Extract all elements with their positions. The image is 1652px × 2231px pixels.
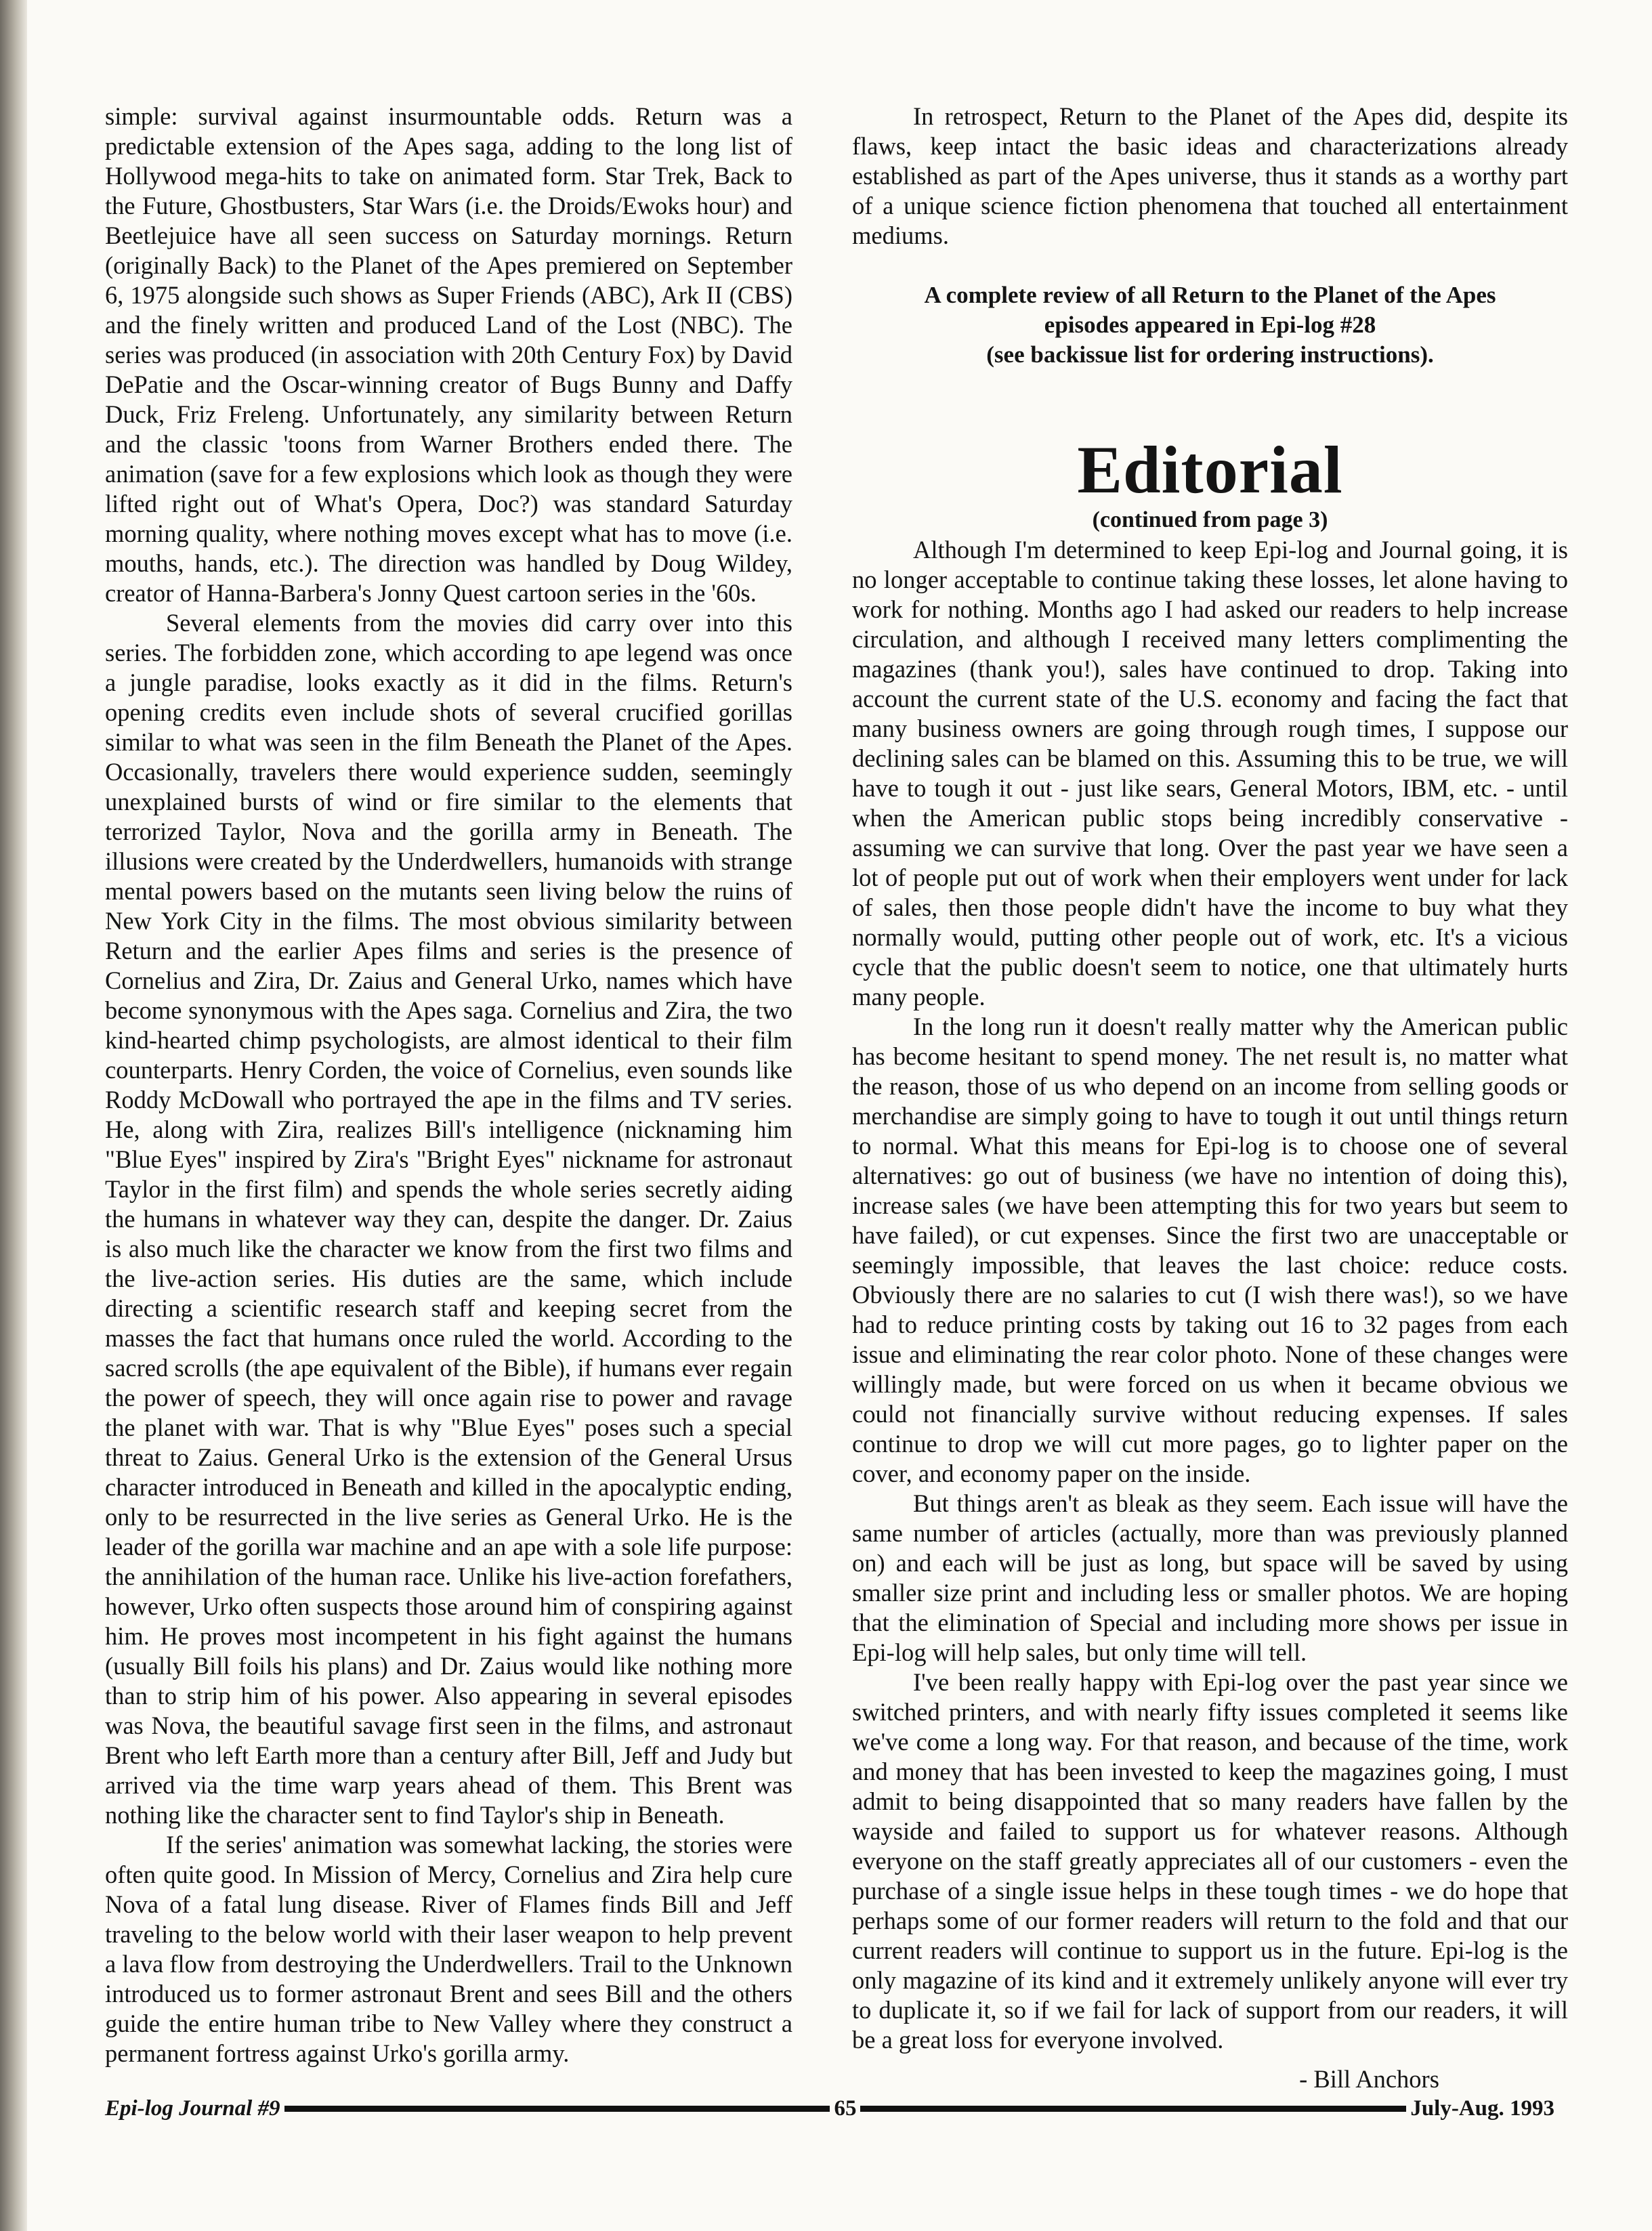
backissue-note-line-1: A complete review of all Return to the Planet of the Apes [924, 282, 1496, 308]
backissue-note [852, 280, 1568, 370]
editorial-title: Editorial [1077, 432, 1343, 507]
editorial-paragraph-2: In the long run it doesn't really matter why the American public has become hesitant to spend money. The net result is, no matter what the reason, those of us who depend on an income from selling goods or merchandise are simply going to have to tough it out until things return to normal. What this means for Epi-log is to choose one of several alternatives: go out of business (we have no intention of doing this), increase sales (we have been attempting this for two years but seem to have failed), or cut expenses. Since the first two are unacceptable or seemingly impossible, that leaves the last choice: reduce costs. Obviously there are no salaries to cut (I wish there was!), so we have had to reduce printing costs by taking out 16 to 32 pages from each issue and eliminating the rear color photo. None of these changes were willingly made, but were forced on us when it became obvious we could not financially survive without reducing expenses. If sales continue to drop we will cut more pages, go to lighter paper on the cover, and economy paper on the inside. [852, 1013, 1568, 1487]
article-conclusion-paragraph: In retrospect, Return to the Planet of the Apes did, despite its flaws, keep intact the basic ideas and characterizations already established as part of the Apes universe, thus it stands as a worthy part of a unique science fiction phenomena that touched all entertainment mediums. [852, 102, 1568, 249]
editorial-signature: - Bill Anchors [1299, 2065, 1439, 2093]
article-paragraph-3: If the series' animation was somewhat lacking, the stories were often quite good. In Mission of Mercy, Cornelius and Zira help cure Nova of a fatal lung disease. River of Flames finds Bill and Jeff traveling to the below world with their laser weapon to help prevent a lava flow from destroying the Underdwellers. Trail to the Unknown introduced us to former astronaut Brent and sees Bill and the others guide the entire human tribe to New Valley where they construct a permanent fortress against Urko's gorilla army. [105, 1831, 792, 2067]
backissue-note-line-2: episodes appeared in Epi-log #28 [1044, 312, 1376, 338]
article-paragraph-1: simple: survival against insurmountable odds. Return was a predictable extension of the Apes saga, adding to the long list of Hollywood mega-hits to take on animated form. Star Trek, Back to the Future, Ghostbusters, Star Wars (i.e. the Droids/Ewoks hour) and Beetlejuice have all seen success on Saturday mornings. Return (originally Back) to the Planet of the Apes premiered on September 6, 1975 alongside such shows as Super Friends (ABC), Ark II (CBS) and the finely written and produced Land of the Lost (NBC). The series was produced (in association with 20th Century Fox) by David DePatie and the Oscar-winning creator of Bugs Bunny and Daffy Duck, Friz Freleng. Unfortunately, any similarity between Return and the classic 'toons from Warner Brothers ended there. The animation (save for a few explosions which look as though they were lifted right out of What's Opera, Doc?) was standard Saturday morning quality, where nothing moves except what has to move (i.e. mouths, hands, etc.). The direction was handled by Doug Wildey, creator of Hanna-Barbera's Jonny Quest cartoon series in the '60s. [105, 102, 792, 607]
footer-publication: Epi-log Journal #9 [105, 2096, 280, 2121]
editorial-paragraph-3: But things aren't as bleak as they seem. Each issue will have the same number of articles (actually, more than was previously planned on) and each will be just as long, but space will be saved by using smaller size print and including less or smaller photos. We are hoping that the elimination of Special and including more shows per issue in Epi-log will help sales, but only time will tell. [852, 1489, 1568, 1666]
page-footer [105, 2093, 1554, 2124]
editorial-paragraph-1: Although I'm determined to keep Epi-log and Journal going, it is no longer acceptable to continue taking these losses, let alone having to work for nothing. Months ago I had asked our readers to help increase circulation, and although I received many letters complimenting the magazines (thank you!), sales have continued to drop. Taking into account the current state of the U.S. economy and facing the fact that many business owners are going through rough times, I suppose our declining sales can be blamed on this. Assuming this to be true, we will have to tough it out - just like sears, General Motors, IBM, etc. - until when the American public stops being incredibly conservative - assuming we can survive that long. Over the past year we have seen a lot of people put out of work when their employers went under for lack of sales, then those people didn't have the income to buy what they normally would, putting other people out of work, etc. It's a vicious cycle that the public doesn't seem to notice, one that ultimately hurts many people. [852, 536, 1568, 1011]
footer-page-number: 65 [834, 2096, 857, 2121]
footer-rule-right [860, 2106, 1406, 2112]
footer-date: July-Aug. 1993 [1410, 2096, 1555, 2121]
editorial-subtitle: (continued from page 3) [1092, 507, 1328, 532]
footer-rule-left [284, 2106, 830, 2112]
page-binding-shadow [0, 0, 27, 2231]
article-column-left [105, 102, 792, 2068]
article-paragraph-2: Several elements from the movies did carry over into this series. The forbidden zone, which according to ape legend was once a jungle paradise, looks exactly as it did in the films. Return's opening credits even include shots of several crucified gorillas similar to what was seen in the film Beneath the Planet of the Apes. Occasionally, travelers there would experience sudden, seemingly unexplained bursts of wind or fire similar to the elements that terrorized Taylor, Nova and the gorilla army in Beneath. The illusions were created by the Underdwellers, humanoids with strange mental powers based on the mutants seen living below the ruins of New York City in the films. The most obvious similarity between Return and the earlier Apes films and series is the presence of Cornelius and Zira, Dr. Zaius and General Urko, names which have become synonymous with the Apes saga. Cornelius and Zira, the two kind-hearted chimp psychologists, are almost identical to their film counterparts. Henry Corden, the voice of Cornelius, even sounds like Roddy McDowall who portrayed the ape in the films and TV series. He, along with Zira, realizes Bill's intelligence (nicknaming him "Blue Eyes" inspired by Zira's "Bright Eyes" nickname for astronaut Taylor in the first film) and spends the whole series secretly aiding the humans in whatever way they can, despite the danger. Dr. Zaius is also much like the character we know from the first two films and the live-action series. His duties are the same, which include directing a scientific research staff and keeping secret from the masses the fact that humans once ruled the world. According to the sacred scrolls (the ape equivalent of the Bible), if humans ever regain the power of speech, they will once again rise to power and ravage the planet with war. That is why "Blue Eyes" poses such a special threat to Zaius. General Urko is the extension of the General Ursus character introduced in Beneath and killed in the apocalyptic ending, only to be resurrected in the live series as General Urko. He is the leader of the gorilla war machine and an ape with a sole life purpose: the annihilation of the human race. Unlike his live-action forefathers, however, Urko often suspects those around him of conspiring against him. He proves most incompetent in his fight against the humans (usually Bill foils his plans) and Dr. Zaius would like nothing more than to strip him of his power. Also appearing in several episodes was Nova, the beautiful savage first seen in the films, and astronaut Brent who left Earth more than a century after Bill, Jeff and Judy but arrived via the time warp years ahead of them. This Brent was nothing like the character sent to find Taylor's ship in Beneath. [105, 609, 792, 1829]
editorial-paragraph-4: I've been really happy with Epi-log over the past year since we switched printers, and with nearly fifty issues completed it seems like we've come a long way. For that reason, and because of the time, work and money that has been invested to keep the magazines going, I must admit to being disappointed that so many readers have fallen by the wayside and failed to support us for whatever reasons. Although everyone on the staff greatly appreciates all of our customers - even the purchase of a single issue helps in these tough times - we do hope that perhaps some of our former readers will return to the fold and that our current readers will continue to support us in the future. Epi-log is the only magazine of its kind and it extremely unlikely anyone will ever try to duplicate it, so if we fail for lack of support from our readers, it will be a great loss for everyone involved. [852, 1668, 1568, 2054]
article-column-right [852, 102, 1568, 2094]
backissue-note-line-3: (see backissue list for ordering instructions). [986, 341, 1434, 368]
